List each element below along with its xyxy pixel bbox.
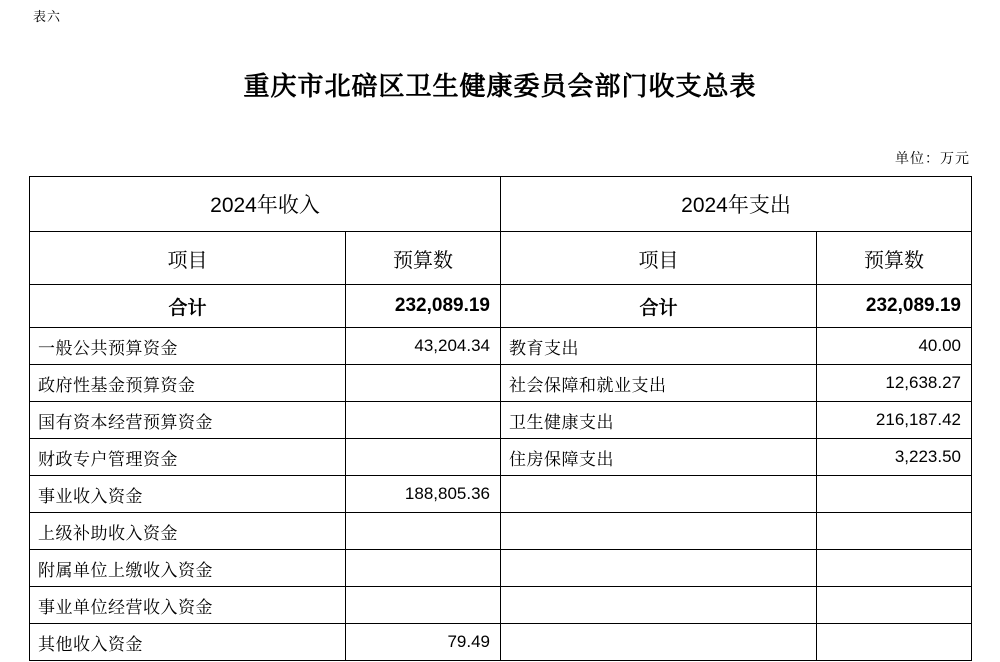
income-value — [346, 365, 501, 402]
expense-item — [501, 587, 817, 624]
expense-item — [501, 476, 817, 513]
column-header-income-item: 项目 — [30, 232, 346, 285]
income-value: 79.49 — [346, 624, 501, 661]
income-item: 其他收入资金 — [30, 624, 346, 661]
column-header-row — [30, 232, 972, 285]
income-item: 附属单位上缴收入资金 — [30, 550, 346, 587]
page-title: 重庆市北碚区卫生健康委员会部门收支总表 — [243, 71, 757, 101]
expense-item — [501, 513, 817, 550]
expense-value: 3,223.50 — [817, 439, 972, 476]
income-item: 国有资本经营预算资金 — [30, 402, 346, 439]
table-row — [30, 365, 972, 402]
table-row — [30, 476, 972, 513]
income-value — [346, 550, 501, 587]
expense-value — [817, 550, 972, 587]
income-item: 财政专户管理资金 — [30, 439, 346, 476]
income-item: 事业收入资金 — [30, 476, 346, 513]
income-section-header: 2024年收入 — [30, 177, 501, 232]
column-header-income-budget: 预算数 — [346, 232, 501, 285]
budget-summary-table — [29, 176, 972, 661]
expense-item: 住房保障支出 — [501, 439, 817, 476]
expense-value: 40.00 — [817, 328, 972, 365]
expense-value: 216,187.42 — [817, 402, 972, 439]
unit-note: 单位：万元 — [895, 150, 970, 166]
income-value — [346, 513, 501, 550]
table-row — [30, 624, 972, 661]
table-row — [30, 439, 972, 476]
income-value: 188,805.36 — [346, 476, 501, 513]
column-header-expense-budget: 预算数 — [817, 232, 972, 285]
income-item: 一般公共预算资金 — [30, 328, 346, 365]
expense-item: 卫生健康支出 — [501, 402, 817, 439]
income-item: 上级补助收入资金 — [30, 513, 346, 550]
expense-item — [501, 624, 817, 661]
table-row — [30, 550, 972, 587]
income-value — [346, 439, 501, 476]
table-row — [30, 513, 972, 550]
expense-total-label: 合计 — [501, 285, 817, 328]
expense-item — [501, 550, 817, 587]
expense-value — [817, 587, 972, 624]
income-total-label: 合计 — [30, 285, 346, 328]
expense-value: 12,638.27 — [817, 365, 972, 402]
income-item: 事业单位经营收入资金 — [30, 587, 346, 624]
expense-value — [817, 624, 972, 661]
table-row — [30, 587, 972, 624]
expense-total-value: 232,089.19 — [817, 285, 972, 328]
table-row — [30, 328, 972, 365]
table-number-label: 表六 — [33, 9, 62, 24]
income-value — [346, 402, 501, 439]
expense-item: 教育支出 — [501, 328, 817, 365]
income-value — [346, 587, 501, 624]
expense-value — [817, 513, 972, 550]
total-row — [30, 285, 972, 328]
income-item: 政府性基金预算资金 — [30, 365, 346, 402]
table-row — [30, 402, 972, 439]
column-header-expense-item: 项目 — [501, 232, 817, 285]
section-header-row — [30, 177, 972, 232]
expense-item: 社会保障和就业支出 — [501, 365, 817, 402]
expense-value — [817, 476, 972, 513]
expense-section-header: 2024年支出 — [501, 177, 972, 232]
income-total-value: 232,089.19 — [346, 285, 501, 328]
income-value: 43,204.34 — [346, 328, 501, 365]
